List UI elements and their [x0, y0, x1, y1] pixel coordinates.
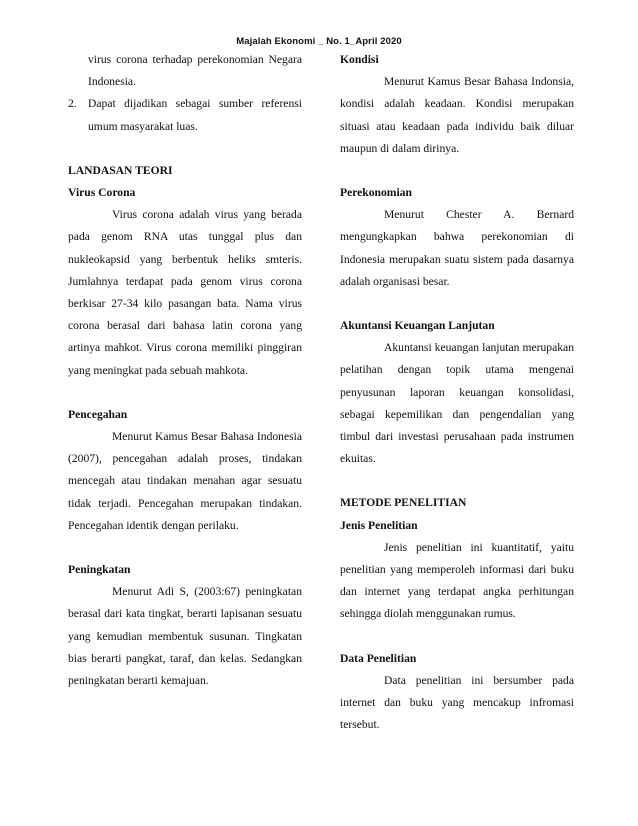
left-column — [68, 49, 302, 692]
paragraph-jenis-penelitian: Jenis penelitian ini kuantitatif, yaitu penelitian yang memperoleh informasi dari buku dan internet yang terdapat angka perhitungan sehingga diolah menggunakan rumus. — [340, 540, 574, 621]
heading-peningkatan: Peningkatan — [68, 563, 131, 577]
list-item-text: Dapat dijadikan sebagai sumber referensi umum masyarakat luas. — [88, 97, 302, 133]
list-number: 2. — [68, 97, 77, 111]
list-item-1-continuation: virus corona terhadap perekonomian Negara Indonesia. — [88, 53, 302, 89]
section-title-landasan-teori: LANDASAN TEORI — [68, 163, 173, 177]
paragraph-peningkatan: Menurut Adi S, (2003:67) peningkatan berasal dari kata tingkat, berarti lapisanan sesuatu yang kemudian membentuk susunan. Tingkatan bias berarti pangkat, taraf, dan kelas. Sedangkan peningkatan berarti kemajuan. — [68, 585, 302, 688]
heading-data-penelitian: Data Penelitian — [340, 651, 417, 665]
heading-akuntansi-keuangan-lanjutan: Akuntansi Keuangan Lanjutan — [340, 319, 495, 333]
paragraph-perekonomian: Menurut Chester A. Bernard mengungkapkan bahwa perekonomian di Indonesia merupakan suatu sistem pada dasarnya adalah organisasi besar. — [340, 208, 574, 288]
paragraph-akuntansi: Akuntansi keuangan lanjutan merupakan pelatihan dengan topik utama mengenai penyusunan laporan keuangan konsolidasi, sebagai kepemilikan dan pengendalian yang timbul dari investasi perusahaan pada instrumen ekuitas. — [340, 341, 574, 466]
paragraph-virus-corona: Virus corona adalah virus yang berada pada genom RNA utas tunggal plus dan nukleokapsid yang berbentuk heliks smteris. Jumlahnya terdapat pada genom virus corona berkisar 27-34 kilo pasangan bata. Nama virus corona berasal dari bahasa latin corona yang artinya mahkot. Virus corona memiliki pinggiran yang meningkat pada sebuah mahkota. — [68, 208, 302, 377]
heading-pencegahan: Pencegahan — [68, 407, 128, 421]
paragraph-pencegahan: Menurut Kamus Besar Bahasa Indonesia (2007), pencegahan adalah proses, tindakan mencegah atau tindakan menahan agar sesuatu tidak terjadi. Pencegahan merupakan tindakan. Pencegahan identik dengan perilaku. — [68, 430, 302, 532]
heading-kondisi: Kondisi — [340, 53, 379, 66]
paragraph-kondisi: Menurut Kamus Besar Bahasa Indonsia, kondisi adalah keadaan. Kondisi merupakan situasi atau keadaan pada individu baik diluar maupun di dalam dirinya. — [340, 75, 574, 155]
list-item-2 — [68, 93, 302, 137]
heading-perekonomian: Perekonomian — [340, 186, 412, 200]
right-column — [340, 49, 574, 736]
paragraph-data-penelitian: Data penelitian ini bersumber pada internet dan buku yang mencakup infromasi tersebut. — [340, 673, 574, 732]
section-title-metode-penelitian: METODE PENELITIAN — [340, 496, 467, 510]
heading-jenis-penelitian: Jenis Penelitian — [340, 518, 418, 532]
heading-virus-corona: Virus Corona — [68, 186, 136, 200]
journal-header: Majalah Ekonomi _ No. 1_April 2020 — [236, 36, 402, 47]
